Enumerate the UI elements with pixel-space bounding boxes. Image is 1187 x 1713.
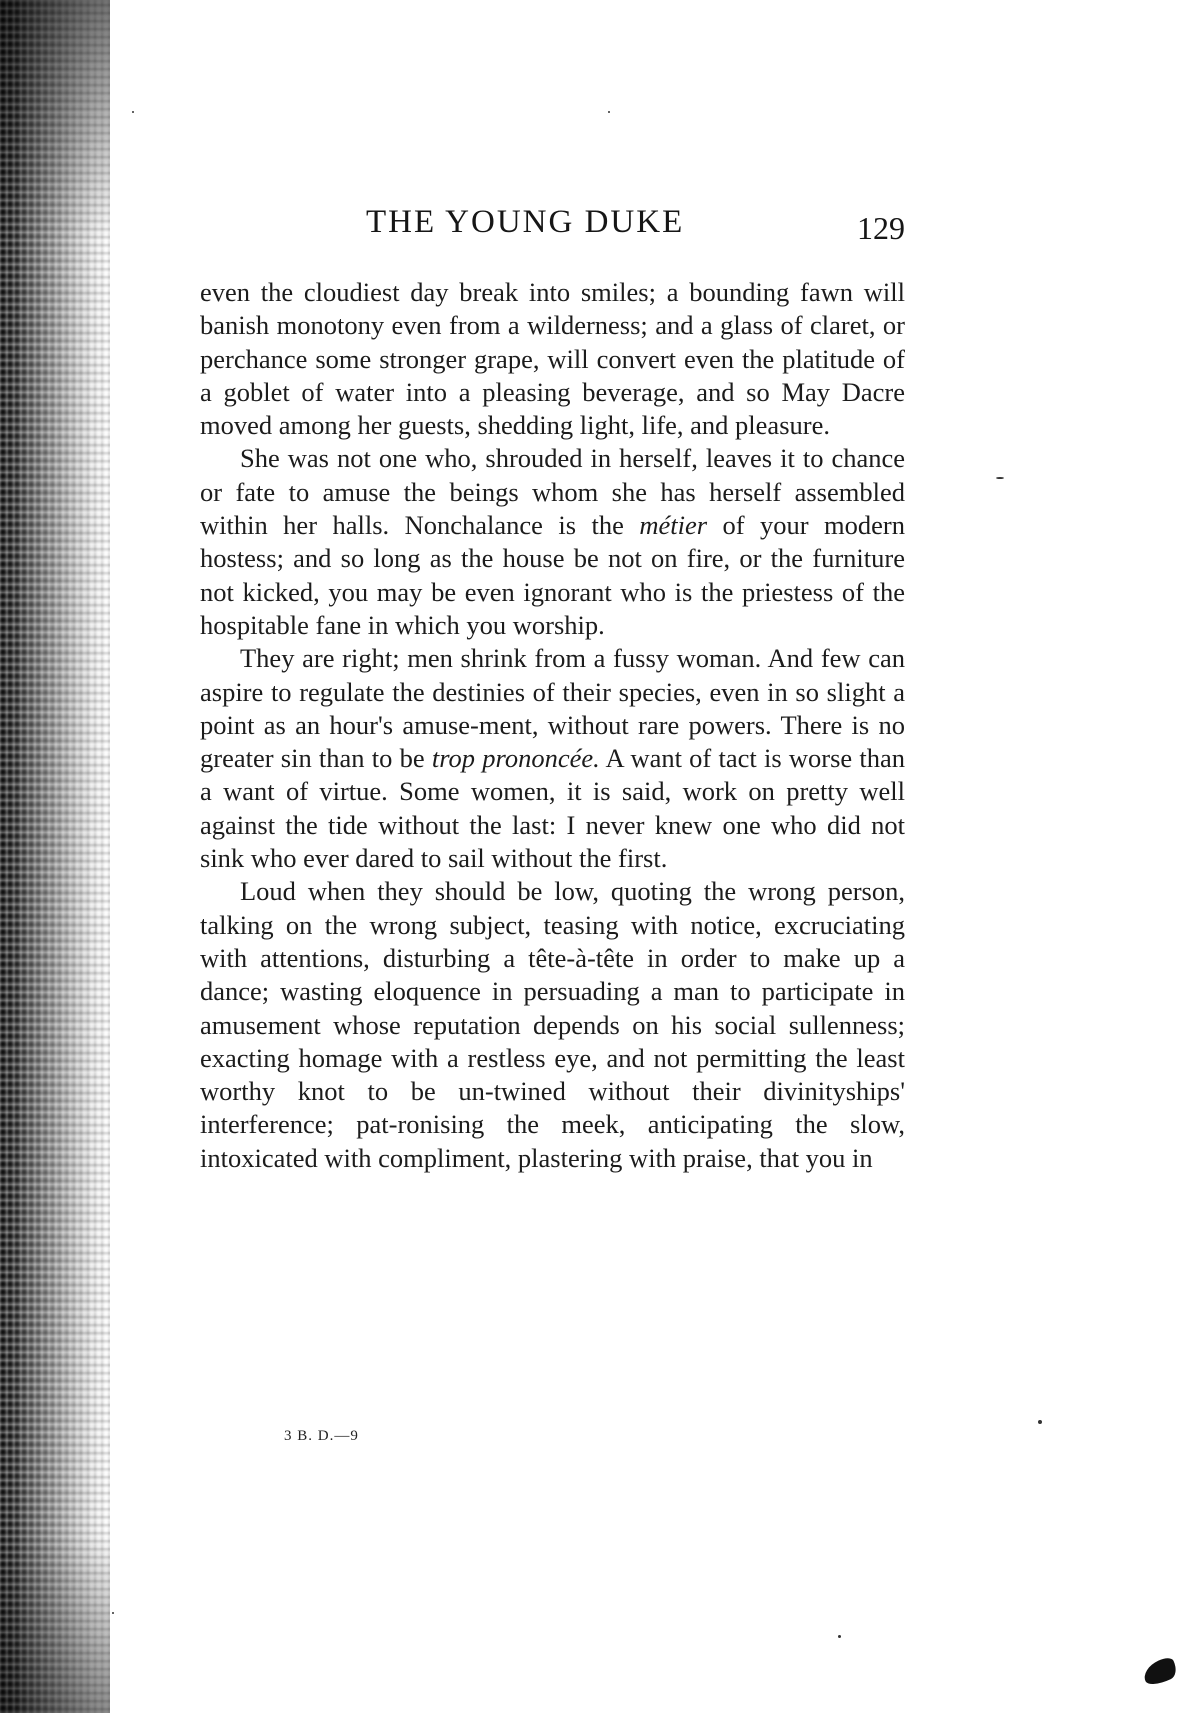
paragraph-4: Loud when they should be low, quoting the wrong person, talking on the wrong subject, teasing with notice, excruciating with attentions, disturbing a tête-à-tête in order to make up a dance; wasting eloquence in persuading a man to participate in amusement whose reputation depends on his social sullenness; exacting homage with a restless eye, and not permitting the least worthy knot to be un-twined without their divinityships' interference; pat-ronising the meek, anticipating the slow, intoxicated with compliment, plastering with praise, that you in <box>200 876 905 1173</box>
body-text <box>200 276 905 1175</box>
signature-mark: 3 B. D.—9 <box>284 1428 359 1444</box>
speck <box>112 1612 114 1614</box>
binding-shadow-top <box>0 0 110 240</box>
speck <box>132 111 134 113</box>
speck <box>838 1635 841 1638</box>
paragraph-2-italic: métier <box>639 510 708 541</box>
running-title: THE YOUNG DUKE <box>366 204 685 240</box>
speck <box>608 111 610 113</box>
paragraph-2 <box>200 442 905 642</box>
paragraph-3 <box>200 642 905 875</box>
binding-shadow-bottom <box>0 1533 110 1713</box>
speck <box>996 477 1004 479</box>
paragraph-3-text-a: They are right; men shrink from a fussy woman. And few can aspire to regulate the destinies of their species, even in so slight a point as an hour's amuse-ment, without rare powers. There is no greater sin than to be <box>200 643 905 774</box>
paragraph-3-italic: trop prononcée. <box>431 743 600 774</box>
page-number: 129 <box>857 210 905 246</box>
paragraph-2-text-b: of your modern hostess; and so long as the house be not on fire, or the furniture not kicked, you may be even ignorant who is the priestess of the hospitable fane in which you worship. <box>200 510 905 640</box>
speck <box>1038 1420 1042 1424</box>
paragraph-3-text-b: A want of tact is worse than a want of virtue. Some women, it is said, work on pretty well against the tide without the last: I never knew one who did not sink who ever dared to sail without the first. <box>200 743 905 874</box>
paragraph-2-text-a: She was not one who, shrouded in herself, leaves it to chance or fate to amuse the beings whom she has herself assembled within her halls. Nonchalance is the <box>200 443 905 541</box>
ink-spot <box>1140 1655 1180 1689</box>
running-header <box>200 202 905 252</box>
paragraph-1: even the cloudiest day break into smiles; a bounding fawn will banish monotony even from a wilderness; and a glass of claret, or perchance some stronger grape, will convert even the platitude of a goblet of water into a pleasing beverage, and so May Dacre moved among her guests, shedding light, life, and pleasure. <box>200 277 905 441</box>
binding-shadow <box>0 0 110 1713</box>
